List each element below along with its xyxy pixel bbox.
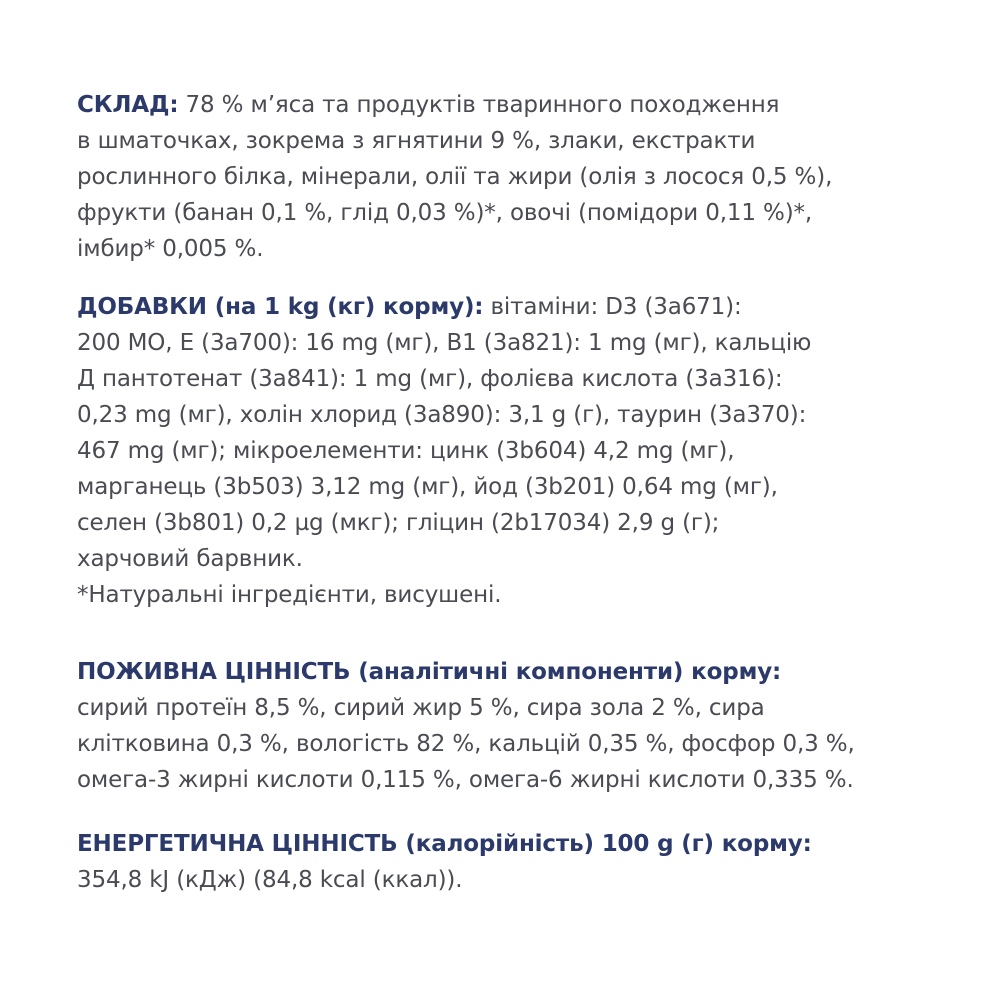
additives-line-5: 467 mg (мг); мікроелементи: цинк (3b604) 4,2 mg (мг),	[77, 438, 735, 464]
composition-heading: СКЛАД:	[77, 92, 179, 118]
nutrition-line-2: клітковина 0,3 %, вологість 82 %, кальцій 0,35 %, фосфор 0,3 %,	[77, 731, 855, 757]
composition-line-1	[77, 87, 977, 123]
composition-line-3: рослинного білка, мінерали, олії та жири (олія з лосося 0,5 %),	[77, 164, 833, 190]
additives-line-2: 200 МО, E (3a700): 16 mg (мг), B1 (3a821): 1 mg (мг), кальцію	[77, 330, 812, 356]
energy-section	[77, 826, 977, 898]
additives-line-3: Д пантотенат (3a841): 1 mg (мг), фолієва кислота (3a316):	[77, 366, 783, 392]
energy-heading: ЕНЕРГЕТИЧНА ЦІННІСТЬ (калорійність) 100 g (г) корму:	[77, 831, 812, 857]
additives-line-7: селен (3b801) 0,2 µg (мкг); гліцин (2b17034) 2,9 g (г);	[77, 510, 720, 536]
additives-line-1	[77, 289, 977, 325]
nutrition-heading: ПОЖИВНА ЦІННІСТЬ (аналітичні компоненти) корму:	[77, 659, 782, 685]
additives-heading: ДОБАВКИ (на 1 kg (кг) корму):	[77, 294, 484, 320]
composition-line-5: імбир* 0,005 %.	[77, 236, 264, 262]
nutrition-line-1: сирий протеїн 8,5 %, сирий жир 5 %, сира зола 2 %, сира	[77, 695, 765, 721]
composition-line-2: в шматочках, зокрема з ягнятини 9 %, злаки, екстракти	[77, 128, 756, 154]
energy-line-1: 354,8 kJ (кДж) (84,8 kcal (ккал)).	[77, 867, 463, 893]
additives-line-8: харчовий барвник.	[77, 546, 303, 572]
additives-section	[77, 289, 977, 613]
composition-text: 78 % м’яса та продуктів тваринного походження	[178, 92, 780, 118]
additives-line-6: марганець (3b503) 3,12 mg (мг), йод (3b201) 0,64 mg (мг),	[77, 474, 778, 500]
additives-line-4: 0,23 mg (мг), холін хлорид (3a890): 3,1 g (г), таурин (3a370):	[77, 402, 807, 428]
additives-footnote: *Натуральні інгредієнти, висушені.	[77, 582, 502, 608]
composition-section	[77, 87, 977, 267]
composition-line-4: фрукти (банан 0,1 %, глід 0,03 %)*, овочі (помідори 0,11 %)*,	[77, 200, 813, 226]
nutrition-line-3: омега-3 жирні кислоти 0,115 %, омега-6 жирні кислоти 0,335 %.	[77, 767, 854, 793]
additives-text: вітаміни: D3 (3a671):	[483, 294, 742, 320]
nutrition-section	[77, 654, 977, 798]
